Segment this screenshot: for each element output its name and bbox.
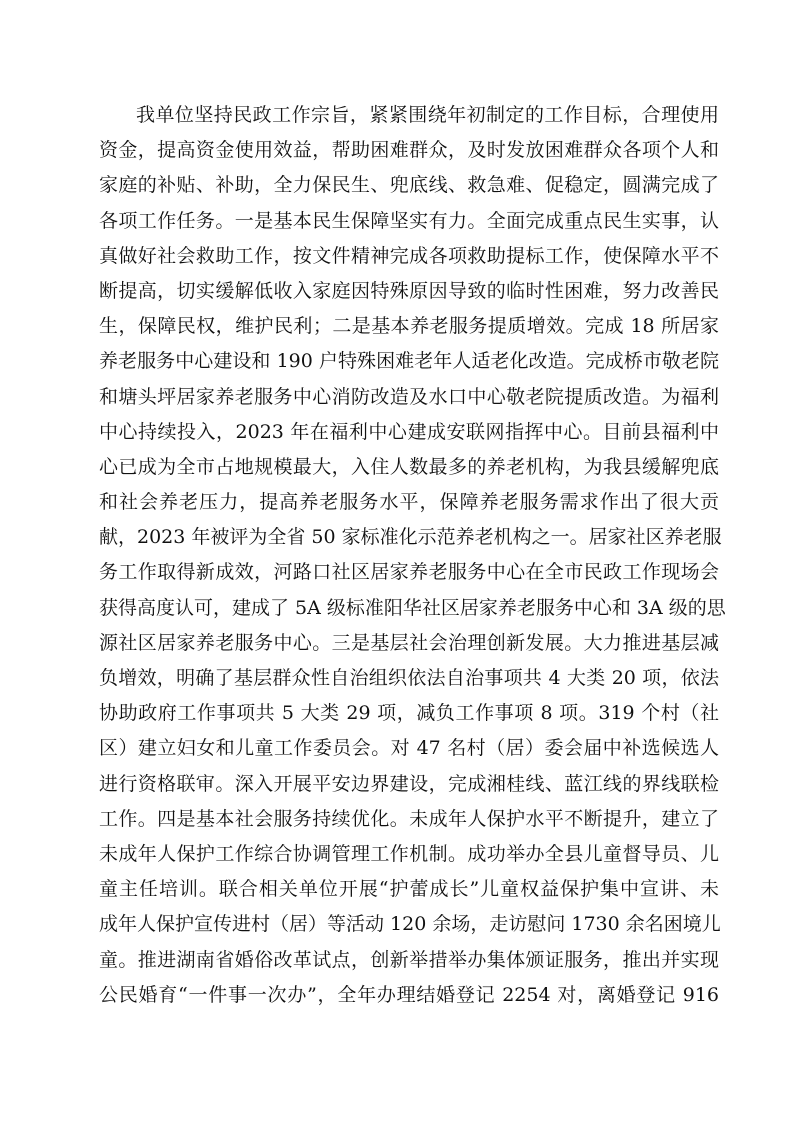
paragraph-line-7: 生，保障民权，维护民利；二是基本养老服务提质增效。完成 18 所居家 (99, 315, 719, 338)
paragraph-line-12: 和社会养老压力，提高养老服务水平，保障养老服务需求作出了很大贡 (99, 491, 719, 514)
paragraph-line-13: 献，2023 年被评为全省 50 家标准化示范养老机构之一。居家社区养老服 (99, 526, 722, 549)
paragraph-line-19: 区）建立妇女和儿童工作委员会。对 47 名村（居）委会届中补选候选人 (99, 737, 719, 760)
paragraph-line-25: 童。推进湖南省婚俗改革试点，创新举措举办集体颁证服务，推出并实现 (99, 948, 719, 971)
paragraph-line-2: 资金，提高资金使用效益，帮助困难群众，及时发放困难群众各项个人和 (99, 139, 719, 162)
paragraph-line-15: 获得高度认可，建成了 5A 级标准阳华社区居家养老服务中心和 3A 级的思 (99, 596, 726, 619)
paragraph-line-18: 协助政府工作事项共 5 大类 29 项，减负工作事项 8 项。319 个村（社 (99, 702, 719, 725)
paragraph-line-1: 我单位坚持民政工作宗旨，紧紧围绕年初制定的工作目标，合理使用 (136, 104, 719, 126)
paragraph-line-6: 断提高，切实缓解低收入家庭因特殊原因导致的临时性困难，努力改善民 (99, 279, 719, 302)
paragraph-line-23: 童主任培训。联合相关单位开展“护蕾成长”儿童权益保护集中宣讲、未 (99, 878, 719, 901)
paragraph-line-10: 中心持续投入，2023 年在福利中心建成安联网指挥中心。目前县福利中 (99, 420, 719, 443)
paragraph-line-16: 源社区居家养老服务中心。三是基层社会治理创新发展。大力推进基层减 (99, 631, 719, 654)
paragraph-line-26: 公民婚育“一件事一次办”，全年办理结婚登记 2254 对，离婚登记 916 (99, 983, 719, 1006)
paragraph-line-14: 务工作取得新成效，河路口社区居家养老服务中心在全市民政工作现场会 (99, 561, 719, 584)
paragraph-line-5: 真做好社会救助工作，按文件精神完成各项救助提标工作，使保障水平不 (99, 244, 719, 267)
paragraph-line-9: 和塘头坪居家养老服务中心消防改造及水口中心敬老院提质改造。为福利 (99, 385, 719, 408)
paragraph-line-24: 成年人保护宣传进村（居）等活动 120 余场，走访慰问 1730 余名困境儿 (99, 913, 721, 936)
paragraph-line-22: 未成年人保护工作综合协调管理工作机制。成功举办全县儿童督导员、儿 (99, 842, 719, 865)
paragraph-line-17: 负增效，明确了基层群众性自治组织依法自治事项共 4 大类 20 项，依法 (99, 667, 719, 689)
paragraph-line-8: 养老服务中心建设和 190 户特殊困难老年人适老化改造。完成桥市敬老院 (99, 350, 719, 373)
paragraph-line-3: 家庭的补贴、补助，全力保民生、兜底线、救急难、促稳定，圆满完成了 (99, 174, 719, 197)
paragraph-line-21: 工作。四是基本社会服务持续优化。未成年人保护水平不断提升，建立了 (99, 807, 719, 830)
paragraph-line-4: 各项工作任务。一是基本民生保障坚实有力。全面完成重点民生实事，认 (99, 209, 719, 232)
paragraph-line-11: 心已成为全市占地规模最大，入住人数最多的养老机构，为我县缓解兜底 (99, 455, 719, 478)
body-paragraph (99, 98, 726, 1013)
paragraph-line-20: 进行资格联审。深入开展平安边界建设，完成湘桂线、蓝江线的界线联检 (99, 772, 719, 795)
